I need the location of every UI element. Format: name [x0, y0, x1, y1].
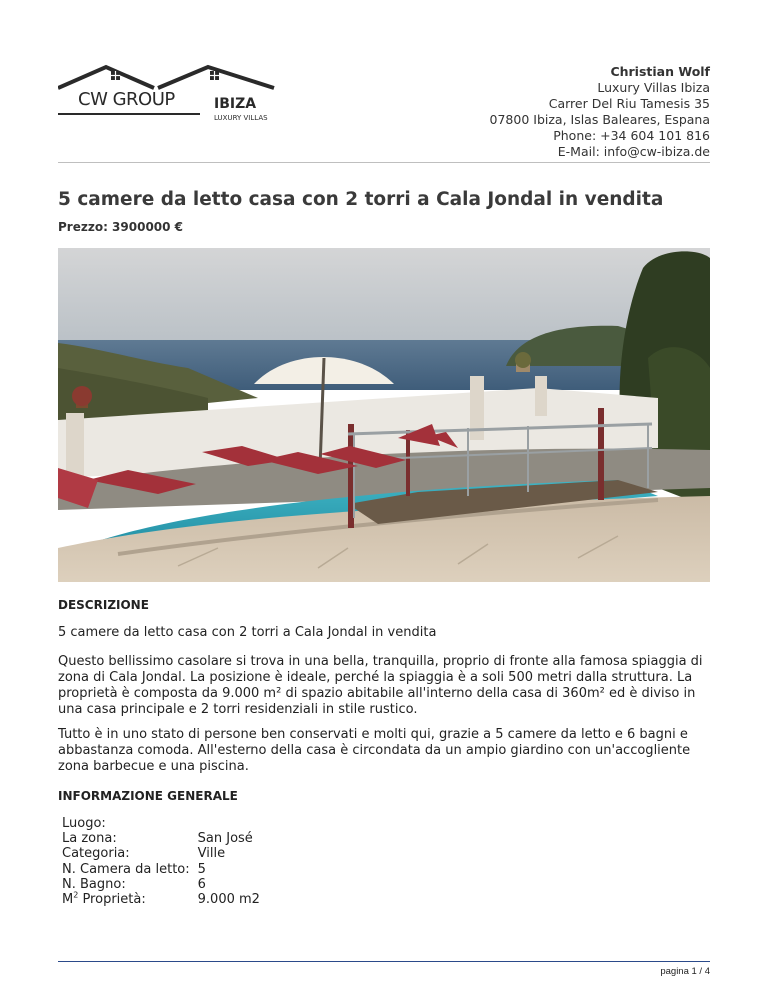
info-label: Categoria:	[62, 846, 130, 862]
info-value: San José	[197, 831, 253, 847]
footer-divider	[58, 961, 710, 962]
info-label: Luogo:	[62, 816, 106, 831]
info-label-suffix: Proprietà:	[78, 892, 146, 908]
info-label: N. Camera da letto:	[62, 861, 190, 877]
info-row-bathrooms	[58, 877, 264, 892]
logo-brand-text: CW GROUP	[78, 89, 175, 110]
agent-contact-block	[490, 64, 710, 160]
info-label-prefix: M	[62, 892, 74, 908]
info-value: 6	[197, 876, 206, 892]
info-value: 5	[197, 861, 206, 877]
description-paragraph-1: Questo bellissimo casolare si trova in una bella, tranquilla, proprio di fronte alla famosa spiaggia di zona di Cala Jondal. La posizione è ideale, perché la spiaggia è a soli 500 metri dalla struttura. La proprietà è composta da 9.000 m² di spazio abitabile all'interno della casa di 360m² ed è diviso in una casa principale e 2 torri residenziali in stile rustico.	[58, 654, 703, 717]
logo-sub-brand-text: IBIZA	[214, 96, 257, 112]
info-row-category	[58, 846, 264, 861]
description-intro: 5 camere da letto casa con 2 torri a Cala Jondal in vendita	[58, 625, 437, 640]
info-row-area	[58, 831, 264, 846]
info-value: Ville	[197, 846, 226, 862]
info-label: N. Bagno:	[62, 876, 126, 892]
listing-price: Prezzo: 3900000 €	[58, 220, 184, 234]
logo-tagline-text: LUXURY VILLAS	[214, 114, 268, 122]
agent-phone: Phone: +34 604 101 816	[553, 128, 710, 143]
info-label-superscript: 2	[73, 890, 79, 900]
info-row-bedrooms	[58, 862, 264, 877]
property-photo	[58, 248, 710, 582]
info-value: 9.000 m2	[197, 892, 260, 908]
general-info-table	[58, 816, 264, 907]
description-paragraph-2: Tutto è in uno stato di persone ben conservati e molti qui, grazie a 5 camere da letto e 6 bagni e abbastanza comoda. All'esterno della casa è circondata da un ampio giardino con un'accogliente zona barbecue e una piscina.	[58, 727, 691, 774]
info-row-location	[58, 816, 264, 831]
pool-view-photo-illustration	[58, 248, 710, 582]
description-heading: DESCRIZIONE	[58, 598, 149, 612]
info-label: La zona:	[62, 831, 117, 847]
agent-city: 07800 Ibiza, Islas Baleares, Espana	[489, 112, 710, 127]
company-logo	[58, 62, 288, 128]
agent-email: E-Mail: info@cw-ibiza.de	[557, 144, 710, 159]
general-info-heading: INFORMAZIONE GENERALE	[58, 789, 238, 803]
page-number: pagina 1 / 4	[660, 966, 710, 977]
listing-title: 5 camere da letto casa con 2 torri a Cala Jondal in vendita	[58, 189, 664, 210]
agent-company: Luxury Villas Ibiza	[597, 80, 710, 95]
info-row-property-size	[58, 892, 264, 907]
agent-name: Christian Wolf	[610, 64, 710, 79]
header-divider	[58, 162, 710, 163]
info-label	[58, 892, 194, 907]
info-value	[194, 816, 264, 831]
agent-street: Carrer Del Riu Tamesis 35	[548, 96, 710, 111]
